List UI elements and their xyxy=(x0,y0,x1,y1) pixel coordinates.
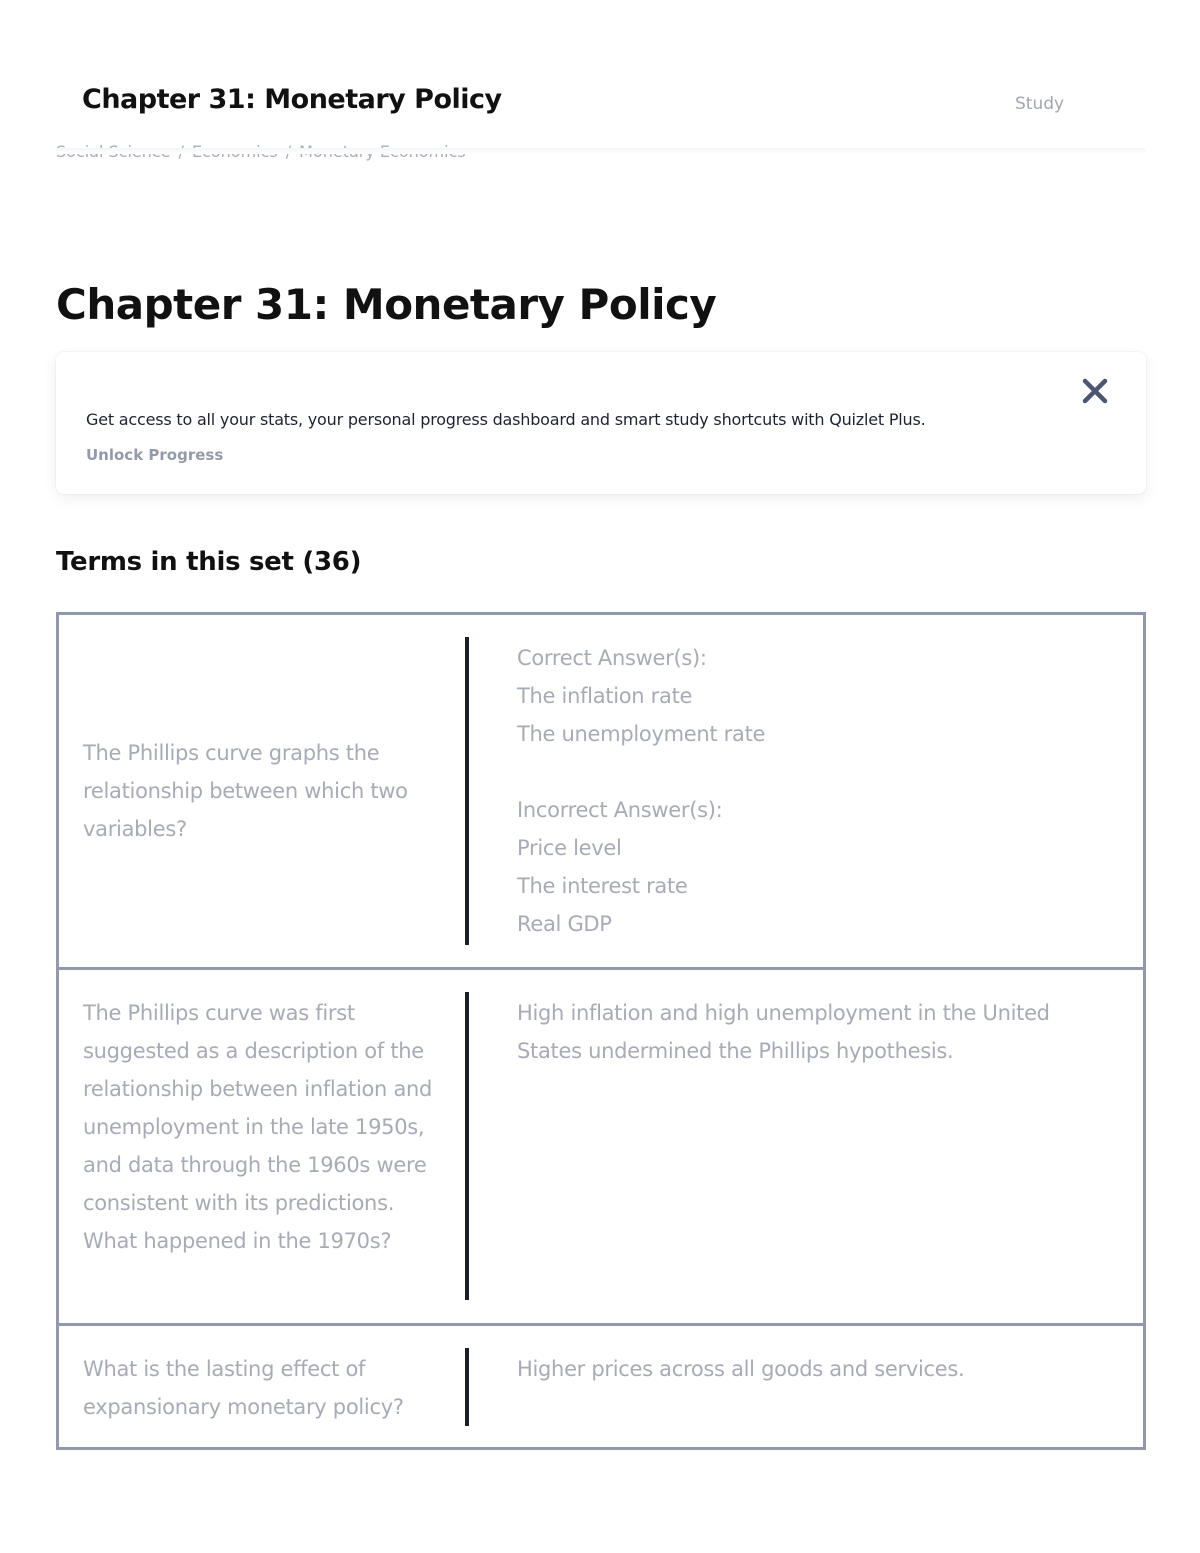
study-button[interactable]: Study xyxy=(1015,94,1065,114)
incorrect-answer: Price level xyxy=(517,836,622,860)
definition-text: High inflation and high unemployment in the United States undermined the Phillips hypothesis. xyxy=(517,1001,1050,1063)
definition-text xyxy=(517,639,1117,943)
term-divider xyxy=(465,1348,469,1426)
term-text: The Phillips curve was first suggested as a description of the relationship between inflation and unemployment in the late 1950s, and data through the 1960s were consistent with its predictions. What happened in the 1970s? xyxy=(83,1001,433,1253)
upgrade-banner-text: Get access to all your stats, your personal progress dashboard and smart study shortcuts with Quizlet Plus. xyxy=(86,410,926,429)
page-title: Chapter 31: Monetary Policy xyxy=(56,280,717,329)
term-text: The Phillips curve graphs the relationship between which two variables? xyxy=(83,741,408,841)
correct-answer: The inflation rate xyxy=(517,684,693,708)
header-title: Chapter 31: Monetary Policy xyxy=(82,84,502,115)
terms-list xyxy=(56,612,1146,1450)
term-card xyxy=(56,1323,1146,1450)
correct-answer: The unemployment rate xyxy=(517,722,766,746)
incorrect-answer: The interest rate xyxy=(517,874,688,898)
term-card xyxy=(56,612,1146,970)
incorrect-answer: Real GDP xyxy=(517,912,612,936)
definition-text: Higher prices across all goods and services. xyxy=(517,1357,965,1381)
correct-answers-label: Correct Answer(s): xyxy=(517,646,707,670)
term-divider xyxy=(465,992,469,1300)
term-card xyxy=(56,967,1146,1326)
close-icon[interactable] xyxy=(1080,376,1110,406)
header-divider xyxy=(56,148,1146,154)
top-header xyxy=(0,0,1200,150)
incorrect-answers-label: Incorrect Answer(s): xyxy=(517,798,723,822)
term-divider xyxy=(465,637,469,945)
term-text: What is the lasting effect of expansionary monetary policy? xyxy=(83,1357,404,1419)
upgrade-banner xyxy=(56,352,1146,494)
terms-heading: Terms in this set (36) xyxy=(56,547,362,577)
unlock-progress-link[interactable]: Unlock Progress xyxy=(86,446,224,464)
